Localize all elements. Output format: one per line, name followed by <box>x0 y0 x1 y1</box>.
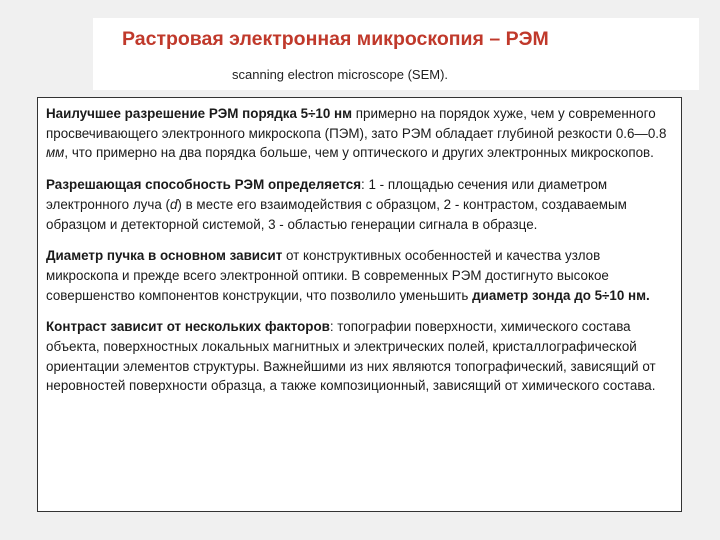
paragraph-text: ) в месте его взаимодействия с образцом, 2 - контрастом, создаваемым образцом и детекторной системой, 3 - областью генерации сигнала в образце. <box>46 196 627 232</box>
slide-subtitle: scanning electron microscope (SEM). <box>232 67 449 82</box>
paragraph-text: : 1 - площадью сечения или диаметром электронного луча ( <box>46 177 608 212</box>
paragraph-contrast <box>46 317 673 396</box>
paragraph-lead: Диаметр пучка в основном зависит <box>46 248 283 264</box>
slide-title: Растровая электронная микроскопия – РЭМ <box>122 28 549 50</box>
paragraph-text: от конструктивных особенностей и качества узлов микроскопа и прежде всего электронной оптики. В современных РЭМ достигнуто высокое совершенство компонентов конструкции, что позволило уменьшить <box>46 248 609 303</box>
paragraph-text: , что примерно на два порядка больше, чем у оптического и других электронных микроскопов. <box>64 145 654 161</box>
paragraph-lead: Контраст зависит от нескольких факторов <box>46 319 330 335</box>
content-panel <box>37 97 682 512</box>
paragraph-text: : топографии поверхности, химического состава объекта, поверхностных локальных магнитных и электрических полей, кристаллографической ориентации элементов структуры. Важнейшими из них являются топографический, зависящий от неровностей поверхности образца, а также композиционный, зависящий от химического состава. <box>46 319 656 394</box>
unit-text: мм <box>46 145 65 161</box>
symbol-text: d <box>169 196 178 212</box>
paragraph-beam-diameter <box>46 246 673 305</box>
paragraph-emphasis: диаметр зонда до 5÷10 нм. <box>472 287 650 303</box>
paragraph-lead: Наилучшее разрешение РЭМ порядка 5÷10 нм <box>46 106 353 121</box>
paragraph-resolving-power <box>46 175 673 234</box>
paragraph-resolution <box>46 104 673 163</box>
paragraph-text: примерно на порядок хуже, чем у современного просвечивающего электронного микроскопа (ПЭМ), зато РЭМ обладает глубиной резкости 0.6—0.8 <box>46 106 667 141</box>
paragraph-lead: Разрешающая способность РЭМ определяется <box>46 177 362 193</box>
